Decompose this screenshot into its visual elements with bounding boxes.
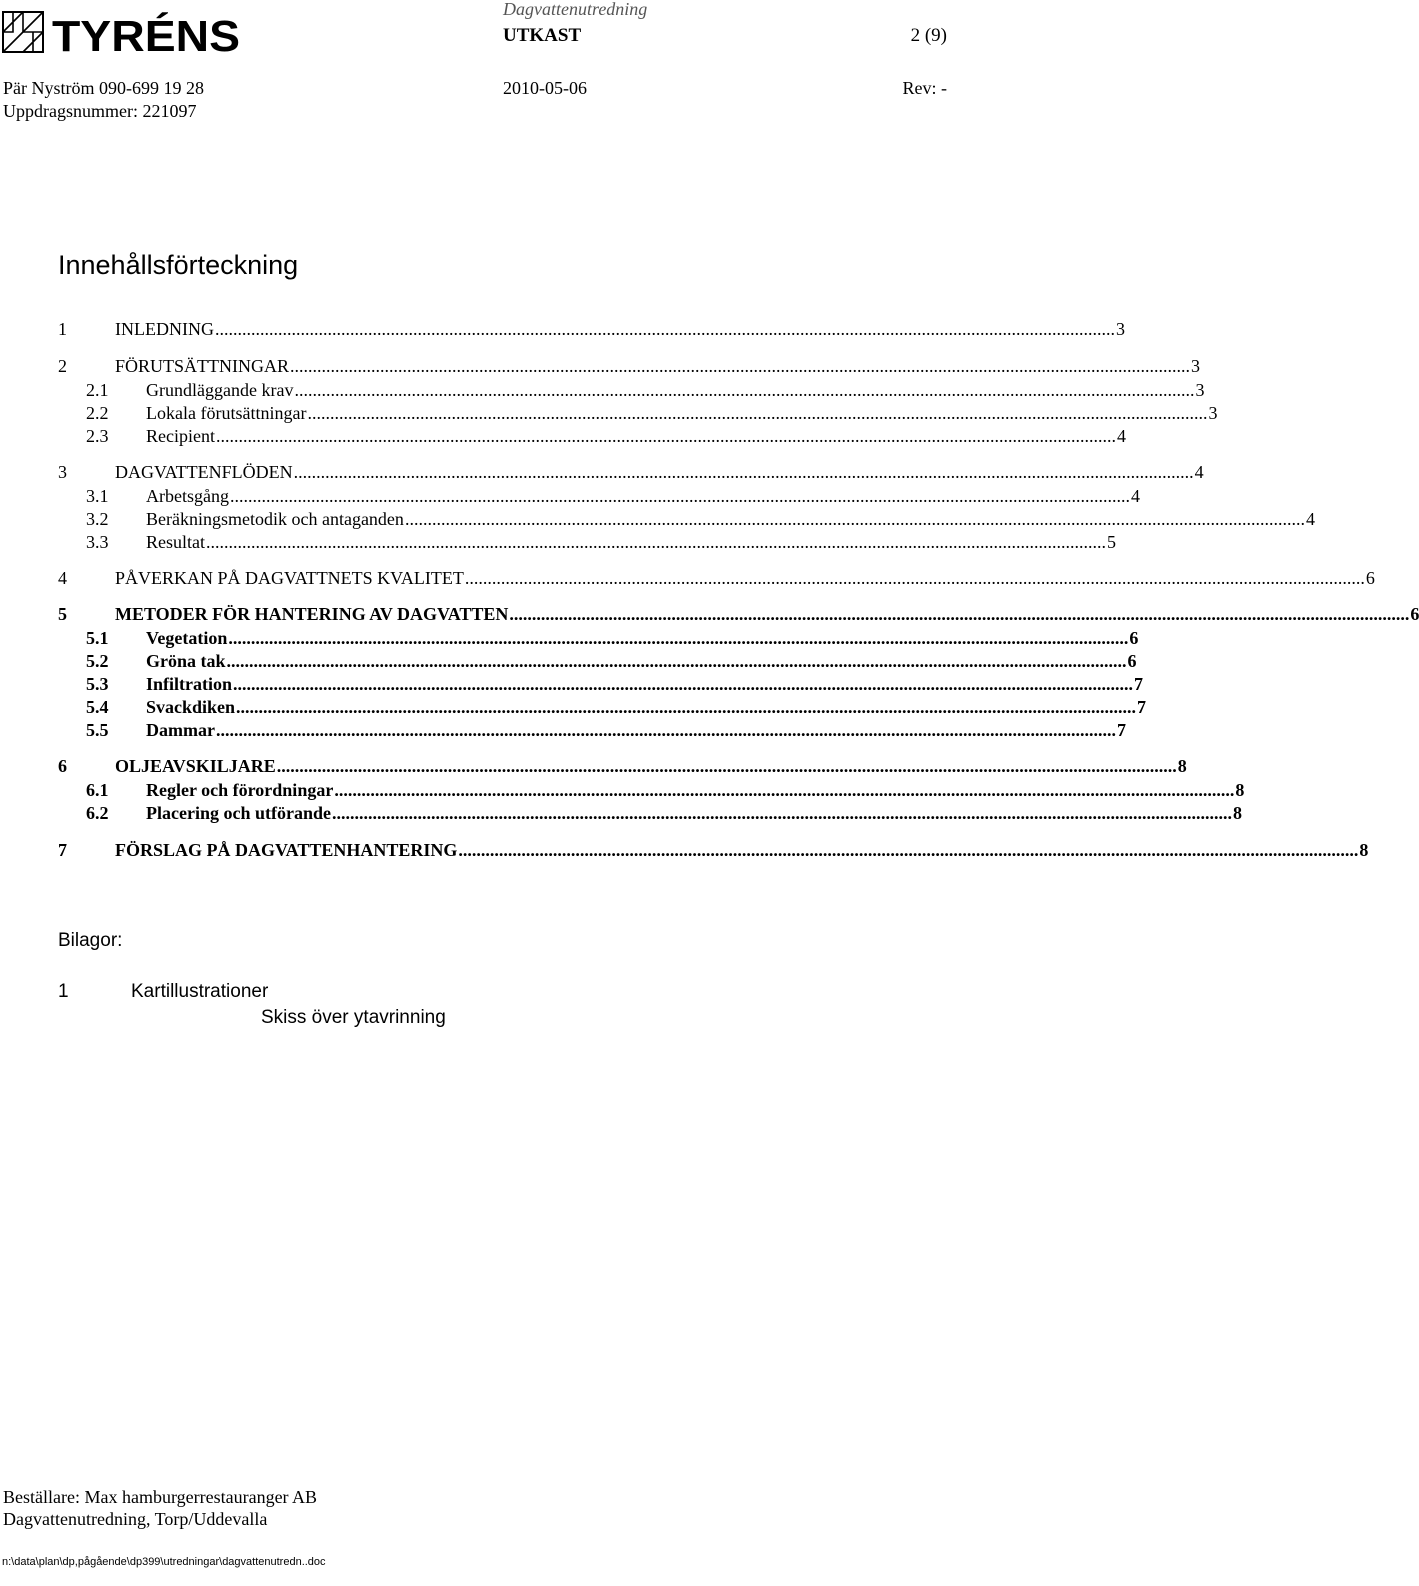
toc-entry-page: 6 [1129,628,1139,648]
toc-entry[interactable] [0,840,1369,862]
toc-entry-title: Dammar [146,720,215,740]
toc-entry-title: OLJEAVSKILJARE [115,756,276,776]
appendix-number: 1 [58,981,69,1002]
toc-entry-title: PÅVERKAN PÅ DAGVATTNETS KVALITET [115,568,464,588]
toc-entry[interactable] [0,462,1204,484]
toc-entry[interactable] [0,651,1137,673]
toc-leader-dots: ........................................................................................................................................................................................................ [458,840,1359,860]
toc-entry-page: 8 [1177,756,1187,776]
toc-entry-title: Svackdiken [146,697,236,717]
toc-entry-number: 2.2 [86,403,109,423]
toc-entry-number: 3.2 [86,509,109,529]
document-title: Dagvattenutredning [503,0,648,19]
toc-entry-number: 2.1 [86,380,109,400]
toc-leader-dots: ........................................................................................................................................................................................................ [215,426,1116,446]
toc-leader-dots: ........................................................................................................................................................................................................ [214,319,1115,339]
toc-entry-page: 3 [1195,380,1205,400]
document-date: 2010-05-06 [503,78,587,98]
toc-entry-number: 5.5 [86,720,109,740]
toc-entry-number: 5.1 [86,628,109,648]
toc-entry[interactable] [0,509,1315,531]
toc-entry-page: 4 [1305,509,1315,529]
toc-entry[interactable] [0,403,1218,425]
footer-title: Dagvattenutredning, Torp/Uddevalla [3,1509,268,1529]
toc-entry-title: Gröna tak [146,651,226,671]
toc-leader-dots: ........................................................................................................................................................................................................ [307,403,1208,423]
toc-entry-page: 3 [1208,403,1218,423]
toc-entry-number: 2 [58,356,67,376]
toc-entry-title: Infiltration [146,674,233,694]
toc-leader-dots: ........................................................................................................................................................................................................ [331,803,1232,823]
toc-entry-page: 6 [1127,651,1137,671]
assignment-number: Uppdragsnummer: 221097 [3,101,197,121]
toc-entry-number: 5.4 [86,697,109,717]
toc-leader-dots: ........................................................................................................................................................................................................ [276,756,1177,776]
page-number: 2 (9) [910,25,947,46]
footer-client: Beställare: Max hamburgerrestauranger AB [3,1487,318,1507]
toc-leader-dots: ........................................................................................................................................................................................................ [228,628,1129,648]
toc-leader-dots: ........................................................................................................................................................................................................ [294,380,1195,400]
toc-entry-page: 7 [1134,674,1144,694]
toc-entry-title: METODER FÖR HANTERING AV DAGVATTEN [115,604,509,624]
toc-leader-dots: ........................................................................................................................................................................................................ [206,532,1106,552]
toc-leader-dots: ........................................................................................................................................................................................................ [233,674,1134,694]
toc-entry-page: 6 [1410,604,1419,624]
footer-filepath: n:\data\plan\dp,pågående\dp399\utredningar\dagvattenutredn..doc [2,1556,326,1568]
toc-leader-dots: ........................................................................................................................................................................................................ [229,486,1130,506]
toc-entry-title: Arbetsgång [146,486,229,506]
toc-entry[interactable] [0,604,1419,626]
toc-leader-dots: ........................................................................................................................................................................................................ [215,720,1116,740]
appendices-label: Bilagor: [58,930,123,951]
logo-mark-icon [3,12,43,52]
toc-entry-number: 5.3 [86,674,109,694]
toc-entry-page: 7 [1137,697,1147,717]
toc-entry-number: 6 [58,756,67,776]
toc-entry-number: 2.3 [86,426,109,446]
toc-leader-dots: ........................................................................................................................................................................................................ [293,462,1194,482]
toc-entry[interactable] [0,697,1147,719]
toc-entry-number: 3 [58,462,67,482]
toc-entry-title: FÖRUTSÄTTNINGAR [115,356,290,376]
appendix-item: Skiss över ytavrinning [261,1007,446,1028]
toc-entry-page: 3 [1115,319,1125,339]
toc-entry[interactable] [0,532,1116,554]
toc-entry-number: 1 [58,319,67,339]
toc-entry-page: 7 [1116,720,1126,740]
toc-entry-title: Beräkningsmetodik och antaganden [146,509,404,529]
toc-entry[interactable] [0,380,1205,402]
toc-entry-page: 6 [1365,568,1375,588]
toc-leader-dots: ........................................................................................................................................................................................................ [509,604,1410,624]
toc-entry[interactable] [0,780,1245,802]
toc-entry-title: INLEDNING [115,319,214,339]
toc-heading: Innehållsförteckning [58,250,299,280]
toc-entry-title: Vegetation [146,628,228,648]
toc-entry[interactable] [0,720,1126,742]
document-status: UTKAST [503,25,582,46]
toc-entry[interactable] [0,356,1201,378]
toc-entry-title: FÖRSLAG PÅ DAGVATTENHANTERING [115,840,458,860]
toc-entry[interactable] [0,756,1187,778]
revision: Rev: - [902,78,947,98]
toc-entry-page: 8 [1232,803,1242,823]
toc-entry-page: 5 [1107,532,1116,552]
author-contact: Pär Nyström 090-699 19 28 [3,78,204,98]
toc-entry-title: Regler och förordningar [146,780,334,800]
toc-entry-number: 3.1 [86,486,109,506]
toc-entry-page: 4 [1130,486,1140,506]
toc-entry[interactable] [0,426,1126,448]
toc-entry-page: 4 [1194,462,1204,482]
toc-leader-dots: ........................................................................................................................................................................................................ [404,509,1305,529]
toc-entry[interactable] [0,628,1139,650]
toc-entry-page: 3 [1191,356,1201,376]
toc-entry-page: 8 [1235,780,1245,800]
toc-leader-dots: ........................................................................................................................................................................................................ [334,780,1235,800]
toc-leader-dots: ........................................................................................................................................................................................................ [236,697,1137,717]
toc-entry-number: 6.2 [86,803,109,823]
logo-wordmark: TYRÉNS [52,12,231,61]
company-logo [2,8,242,61]
toc-entry[interactable] [0,674,1144,696]
toc-entry-number: 5.2 [86,651,109,671]
toc-entry[interactable] [0,319,1125,341]
toc-entry-title: Recipient [146,426,215,446]
toc-entry-number: 7 [58,840,67,860]
toc-leader-dots: ........................................................................................................................................................................................................ [464,568,1365,588]
toc-entry-page: 4 [1116,426,1126,446]
toc-entry-page: 8 [1359,840,1369,860]
toc-entry-title: Grundläggande krav [146,380,294,400]
toc-entry[interactable] [0,486,1140,508]
toc-entry-number: 6.1 [86,780,109,800]
toc-entry-number: 4 [58,568,67,588]
toc-leader-dots: ........................................................................................................................................................................................................ [290,356,1191,376]
toc-entry-title: Placering och utförande [146,803,331,823]
toc-entry-title: Lokala förutsättningar [146,403,307,423]
toc-entry[interactable] [0,568,1375,590]
appendix-item: Kartillustrationer [131,981,269,1002]
toc-entry-number: 5 [58,604,67,624]
toc-entry-title: DAGVATTENFLÖDEN [115,462,293,482]
toc-entry[interactable] [0,803,1242,825]
toc-entry-title: Resultat [146,532,205,552]
toc-entry-number: 3.3 [86,532,109,552]
toc-leader-dots: ........................................................................................................................................................................................................ [226,651,1127,671]
